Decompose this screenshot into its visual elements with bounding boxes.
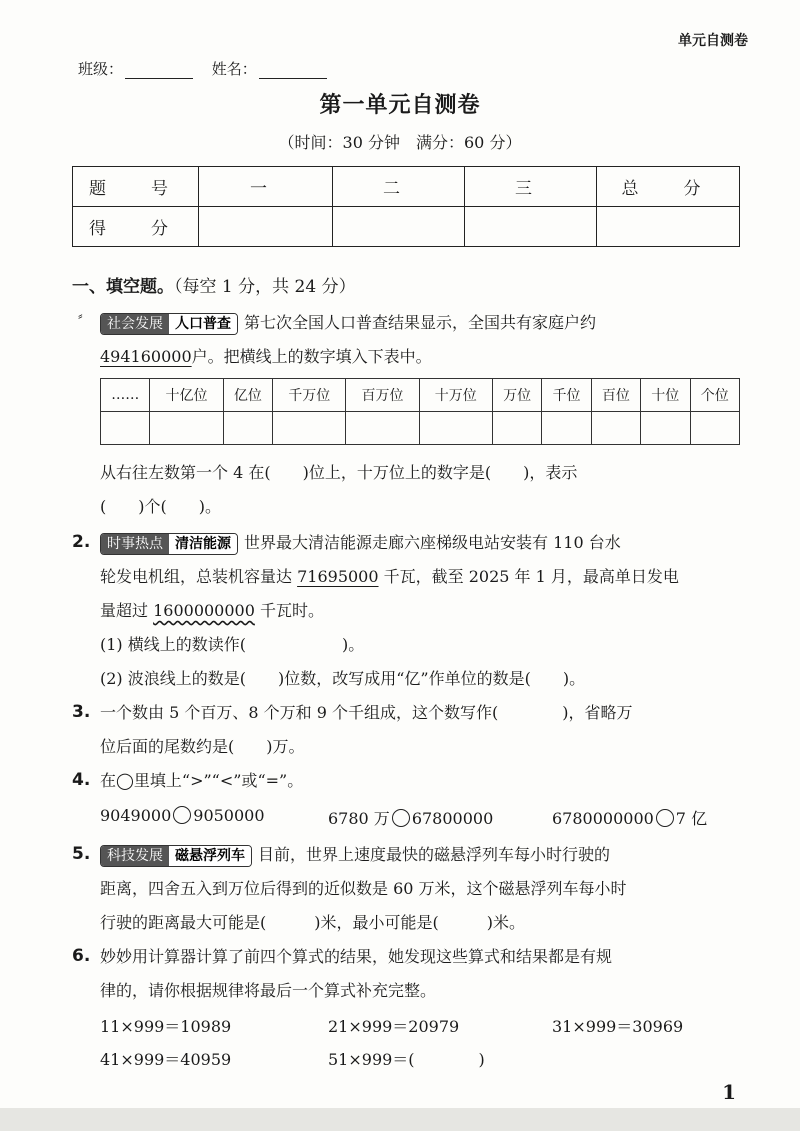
compare-right: 67800000 (411, 809, 494, 828)
q2-wavy-number: 1600000000 (153, 601, 255, 620)
place-value-table (100, 378, 740, 445)
score-header-cell: 题 号 (73, 167, 199, 207)
place-cell[interactable] (690, 412, 740, 445)
page-title: 第一单元自测卷 (319, 93, 481, 118)
question-3 (100, 696, 740, 764)
compare-circle[interactable] (392, 809, 410, 827)
section-points: （每空 1 分，共 24 分） (174, 277, 356, 297)
equation: 21×999＝20979 (328, 1017, 460, 1036)
student-info (78, 58, 341, 79)
q2-sub1: (1) 横线上的数读作( )。 (100, 635, 365, 654)
place-cell[interactable] (150, 412, 223, 445)
equation: 41×999＝40959 (100, 1050, 232, 1069)
place-cell[interactable] (542, 412, 591, 445)
tag-category: 时事热点 (101, 534, 169, 554)
compare-circle[interactable] (173, 806, 191, 824)
q2-text: 轮发电机组，总装机容量达 (100, 567, 298, 586)
score-cell[interactable] (465, 207, 597, 247)
score-header-cell: 二 (333, 167, 465, 207)
tag-topic: 磁悬浮列车 (169, 846, 251, 866)
corner-label: 单元自测卷 (678, 33, 748, 49)
q5-line: 距离，四舍五入到万位后得到的近似数是 60 万米，这个磁悬浮列车每小时 (100, 879, 627, 898)
compare-right: 7 亿 (675, 809, 708, 828)
place-header: 百位 (591, 379, 640, 412)
place-header: 十位 (641, 379, 690, 412)
place-header: 十万位 (419, 379, 492, 412)
q2-text: 世界最大清洁能源走廊六座梯级电站安装有 110 台水 (244, 533, 621, 552)
name-field[interactable] (259, 65, 327, 79)
score-cell[interactable] (333, 207, 465, 247)
score-cell[interactable] (199, 207, 333, 247)
q2-underlined-number: 71695000 (297, 567, 379, 586)
q2-sub2: (2) 波浪线上的数是( )位数，改写成用“亿”作单位的数是( )。 (100, 669, 586, 688)
place-cell[interactable] (591, 412, 640, 445)
compare-item (552, 806, 707, 829)
score-row-label: 得 分 (73, 207, 199, 247)
q1-line: 从右往左数第一个 4 在( )位上，十万位上的数字是( )，表示 (100, 463, 578, 482)
class-field[interactable] (125, 65, 193, 79)
page-number: 1 (722, 1080, 736, 1104)
q5-number: 5. (72, 844, 91, 864)
section-title: 一、填空题。 (72, 277, 174, 297)
q1-text: 户。把横线上的数字填入下表中。 (191, 347, 432, 366)
question-2 (100, 526, 740, 696)
compare-left: 6780000000 (552, 809, 654, 828)
q1-text: 第七次全国人口普查结果显示，全国共有家庭户约 (244, 313, 597, 332)
q5-tag (100, 845, 252, 867)
q3-line: 一个数由 5 个百万、8 个万和 9 个千组成，这个数写作( )，省略万 (100, 703, 633, 722)
compare-item (100, 806, 265, 825)
q2-tag (100, 533, 238, 555)
place-header: …… (101, 379, 150, 412)
tag-topic: 人口普查 (169, 314, 237, 334)
equation: 31×999＝30969 (552, 1017, 684, 1036)
question-1 (100, 306, 740, 374)
score-header-cell: 一 (199, 167, 333, 207)
page-footer-strip (0, 1108, 800, 1131)
place-header: 万位 (492, 379, 541, 412)
q1-number: 494160000 (100, 347, 192, 366)
compare-circle[interactable] (656, 809, 674, 827)
score-header-cell: 总 分 (597, 167, 740, 207)
score-header-cell: 三 (465, 167, 597, 207)
place-header: 百万位 (346, 379, 419, 412)
tag-topic: 清洁能源 (169, 534, 237, 554)
compare-left: 9049000 (100, 806, 172, 825)
place-cell[interactable] (273, 412, 346, 445)
q2-number: 2. (72, 532, 91, 552)
place-cell[interactable] (419, 412, 492, 445)
place-header: 十亿位 (150, 379, 223, 412)
place-cell[interactable] (641, 412, 690, 445)
q3-line: 位后面的尾数约是( )万。 (100, 737, 305, 756)
tag-category: 科技发展 (101, 846, 169, 866)
place-header: 个位 (690, 379, 740, 412)
place-cell[interactable] (492, 412, 541, 445)
question-5 (100, 838, 740, 940)
q2-text: 千瓦，截至 2025 年 1 月，最高单日发电 (378, 567, 679, 586)
score-cell[interactable] (597, 207, 740, 247)
q5-line: 行驶的距离最大可能是( )米，最小可能是( )米。 (100, 913, 525, 932)
q1-line: ( )个( )。 (100, 497, 221, 516)
question-6 (100, 940, 740, 1008)
q6-line: 律的，请你根据规律将最后一个算式补充完整。 (100, 981, 437, 1000)
tag-category: 社会发展 (101, 314, 169, 334)
place-cell[interactable] (223, 412, 272, 445)
place-cell[interactable] (101, 412, 150, 445)
equation-answer[interactable]: 51×999＝( ) (328, 1050, 485, 1069)
page-subtitle: （时间：30 分钟 满分：60 分） (278, 133, 522, 152)
q2-text: 千瓦时。 (254, 601, 324, 620)
q5-text: 目前，世界上速度最快的磁悬浮列车每小时行驶的 (258, 845, 611, 864)
compare-right: 9050000 (193, 806, 265, 825)
place-header: 亿位 (223, 379, 272, 412)
q2-text: 量超过 (100, 601, 154, 620)
place-header: 千位 (542, 379, 591, 412)
compare-item (328, 806, 493, 829)
q1-blanks (100, 456, 740, 524)
name-label: 姓名： (211, 60, 257, 78)
compare-left: 6780 万 (328, 809, 390, 828)
q6-number: 6. (72, 946, 91, 966)
equation: 11×999＝10989 (100, 1017, 232, 1036)
class-label: 班级： (78, 60, 124, 78)
q1-tag (100, 313, 238, 335)
q4-number: 4. (72, 770, 91, 790)
place-cell[interactable] (346, 412, 419, 445)
q6-line: 妙妙用计算器计算了前四个算式的结果，她发现这些算式和结果都是有规 (100, 947, 613, 966)
question-mark-1: ⸗ (78, 308, 83, 324)
section-heading (72, 272, 356, 297)
q3-number: 3. (72, 702, 91, 722)
score-table (72, 166, 740, 247)
question-4: 在◯里填上“>”“<”或“=”。 (100, 771, 304, 790)
place-header: 千万位 (273, 379, 346, 412)
